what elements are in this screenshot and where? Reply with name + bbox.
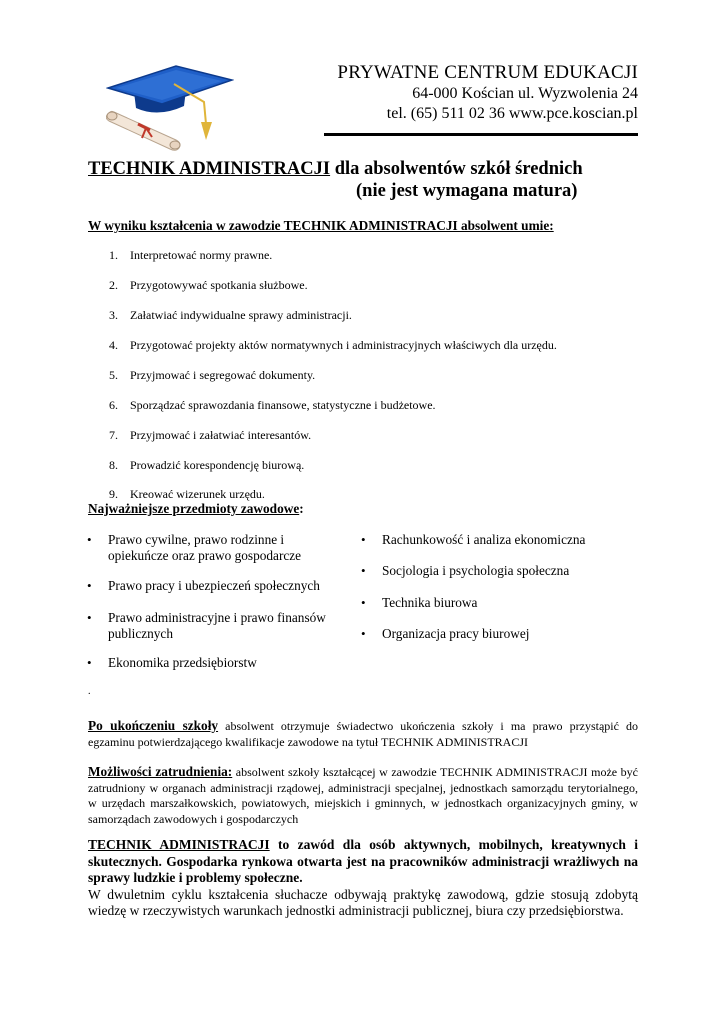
- list-text: Rachunkowość i analiza ekonomiczna: [382, 532, 586, 547]
- list-text: Prawo administracyjne i prawo finansów: [108, 610, 326, 625]
- list-number: 7.: [109, 428, 118, 442]
- list-item: [109, 339, 557, 351]
- profession-paragraph: [88, 837, 638, 920]
- title-rest: dla absolwentów szkół średnich: [330, 159, 583, 179]
- profession-bold-block: [88, 837, 638, 887]
- bullet-icon: •: [361, 563, 366, 578]
- graduation-cap-diploma-icon: [106, 62, 234, 154]
- subjects-heading: [88, 501, 304, 517]
- completion-lead: Po ukończeniu szkoły: [88, 718, 219, 733]
- list-item: [109, 249, 272, 261]
- subjects-heading-text: Najważniejsze przedmioty zawodowe: [88, 501, 300, 516]
- list-number: 3.: [109, 308, 118, 322]
- organization-name: PRYWATNE CENTRUM EDUKACJI: [337, 62, 638, 83]
- list-text: Interpretować normy prawne.: [130, 248, 273, 262]
- list-number: 8.: [109, 458, 118, 472]
- list-text: Przygotowywać spotkania służbowe.: [130, 278, 308, 292]
- employment-lead: Możliwości zatrudnienia:: [88, 764, 233, 779]
- list-text: Technika biurowa: [382, 595, 478, 610]
- list-item: [109, 488, 265, 500]
- list-item: [109, 309, 352, 321]
- list-text: Prowadzić korespondencję biurową.: [130, 458, 305, 472]
- completion-paragraph: [88, 718, 638, 750]
- list-item: [109, 459, 304, 471]
- list-number: 1.: [109, 248, 118, 262]
- bullet-icon: •: [361, 595, 366, 610]
- stray-dot: .: [88, 686, 91, 697]
- profession-lead: TECHNIK ADMINISTRACJI: [88, 837, 270, 852]
- skills-heading: W wyniku kształcenia w zawodzie TECHNIK ADMINISTRACJI absolwent umie:: [88, 218, 554, 233]
- list-text: Prawo cywilne, prawo rodzinne i: [108, 532, 285, 547]
- list-item: [87, 610, 326, 642]
- profession-text: W dwuletnim cyklu kształcenia słuchacze odbywają praktykę zawodową, gdzie stosują zdobytą wiedzę w rzeczywistych warunkach jednostki administracji publicznej, biura czy przedsiębiorstwa.: [88, 886, 638, 918]
- list-item: [361, 532, 586, 548]
- list-text: Prawo pracy i ubezpieczeń społecznych: [108, 578, 320, 593]
- list-item: [109, 399, 436, 411]
- bullet-icon: •: [87, 532, 92, 547]
- bullet-icon: •: [87, 578, 92, 593]
- list-item: [87, 532, 302, 564]
- title-profession: TECHNIK ADMINISTRACJI: [88, 159, 331, 179]
- list-number: 5.: [109, 368, 118, 382]
- list-item: [361, 563, 570, 579]
- bullet-icon: •: [361, 532, 366, 547]
- list-text: Przyjmować i załatwiać interesantów.: [130, 428, 312, 442]
- bullet-icon: •: [87, 610, 92, 625]
- list-text: Przyjmować i segregować dokumenty.: [130, 368, 316, 382]
- list-number: 2.: [109, 278, 118, 292]
- organization-address: 64-000 Kościan ul. Wyzwolenia 24: [412, 85, 638, 102]
- list-item: [109, 369, 315, 381]
- bullet-icon: •: [87, 655, 92, 670]
- list-text: Sporządzać sprawozdania finansowe, statystyczne i budżetowe.: [130, 398, 436, 412]
- list-item: [361, 595, 478, 611]
- list-number: 4.: [109, 338, 118, 352]
- header-divider: [324, 133, 638, 136]
- profession-bold-text: to zawód dla osób aktywnych, mobilnych, kreatywnych i skutecznych. Gospodarka rynkowa otwarta jest na pracowników administracji wrażliwych na sprawy ludzkie i problemy społeczne.: [88, 837, 639, 885]
- list-text: Przygotować projekty aktów normatywnych i administracyjnych właściwych dla urzędu.: [130, 338, 557, 352]
- completion-text: absolwent otrzymuje świadectwo ukończenia szkoły i ma prawo przystąpić do egzaminu potwierdzającego kwalifikacje zawodowe na tytuł TECHNIK ADMINISTRACJI: [88, 719, 639, 749]
- subjects-heading-colon: :: [299, 501, 304, 516]
- employment-text: absolwent szkoły kształcącej w zawodzie TECHNIK ADMINISTRACJI może być zatrudniony w organach administracji rządowej, administracji specjalnej, jednostkach samorządu terytorialnego, w urzędach marszałkowskich, powiatowych, miejskich i gminnych, w jednostkach organizacyjnych gminy, w samorządach zawodowych i gospodarczych: [88, 765, 638, 826]
- list-number: 6.: [109, 398, 118, 412]
- list-text: publicznych: [108, 626, 173, 641]
- list-text: Kreować wizerunek urzędu.: [130, 487, 265, 501]
- list-number: 9.: [109, 487, 118, 501]
- list-item: [361, 626, 530, 642]
- document-subtitle: (nie jest wymagana matura): [356, 181, 578, 201]
- document-title: [88, 160, 583, 179]
- list-item: [109, 279, 308, 291]
- list-item: [87, 655, 257, 671]
- list-text: Załatwiać indywidualne sprawy administracji.: [130, 308, 352, 322]
- employment-paragraph: [88, 764, 638, 827]
- bullet-icon: •: [361, 626, 366, 641]
- list-text: Ekonomika przedsiębiorstw: [108, 655, 257, 670]
- list-text: opiekuńcze oraz prawo gospodarcze: [108, 548, 302, 563]
- diploma-scroll: [106, 111, 180, 150]
- organization-contact: tel. (65) 511 02 36 www.pce.koscian.pl: [386, 105, 638, 122]
- list-text: Organizacja pracy biurowej: [382, 626, 530, 641]
- list-text: Socjologia i psychologia społeczna: [382, 563, 570, 578]
- list-item: [109, 429, 311, 441]
- list-item: [87, 578, 320, 594]
